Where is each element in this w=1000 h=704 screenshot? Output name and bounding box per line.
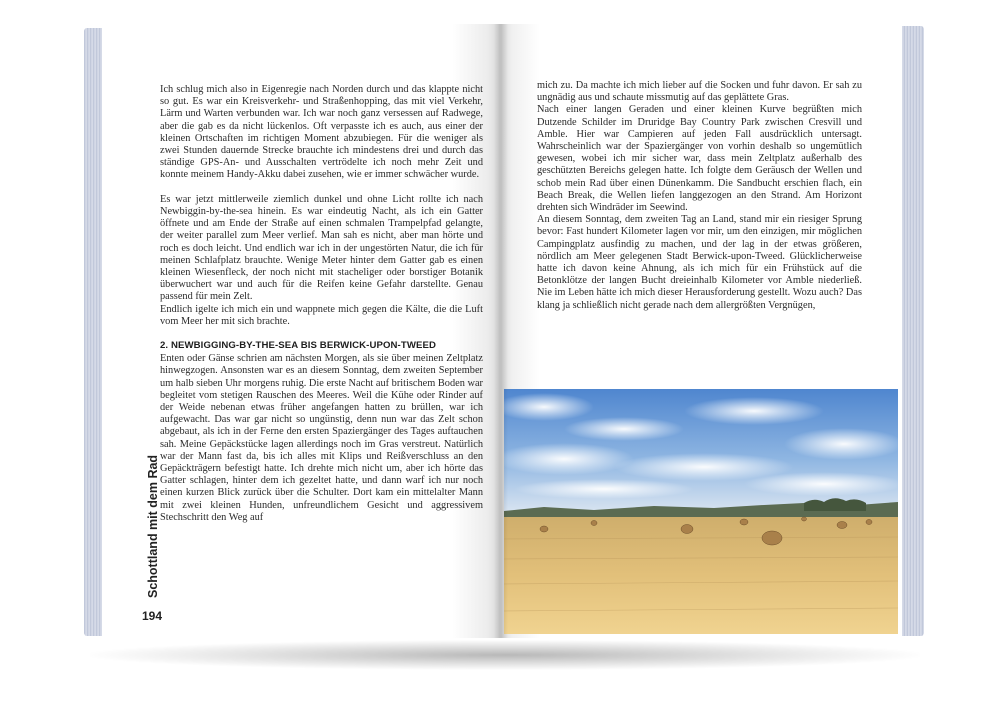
left-page bbox=[102, 24, 500, 638]
left-page-text bbox=[160, 84, 483, 524]
book-spine-shadow bbox=[494, 24, 508, 638]
paragraph: An diesem Sonntag, dem zweiten Tag an Land, stand mir ein riesiger Sprung bevor: Fast hundert Kilometer lagen vor mir, um den einzigen, mir möglichen Campingplatz ausfindig zu machen, und der lag in der etwas größeren, nördlich am Meer gelegenen Stadt Berwick-upon-Tweed. Glücklicherweise hatte ich davon keine Ahnung, als ich mich für ein Frühstück auf die Betonklötze der langen Bucht dreieinhalb Kilometer vor Amble niederließ. Nie im Leben hätte ich mich dieser Herausforderung gestellt. Wozu auch? Das klang ja schließlich nicht gerade nach dem allergrößten Vergnügen, bbox=[537, 214, 862, 311]
right-page bbox=[500, 24, 898, 638]
right-page-text bbox=[537, 80, 862, 312]
stubble-field bbox=[504, 517, 898, 634]
trees bbox=[804, 498, 866, 511]
open-book bbox=[84, 20, 924, 645]
paragraph: Es war jetzt mittlerweile ziemlich dunkel und ohne Licht rollte ich nach Newbiggin-by-the-sea hinein. Es war eindeutig Nacht, als ich ein Gatter öffnete und am Ende der Straße auf einen schmalen Trampelpfad gelangte, der weiter parallel zum Meer verlief. Man sah es nicht, aber man hörte und roch es doch leicht. Und endlich war ich in der ungestörten Natur, die ich für meinen Schlafplatz brauchte. Wenige Meter hinter dem Gatter gab es einen kleinen Wiesenfleck, der noch nicht mit stacheliger oder borstiger Botanik überwuchert war und auch für die Reifen keine Gefahr darstellte. Genau passend für mein Zelt. bbox=[160, 193, 483, 303]
running-title: Schottland mit dem Rad bbox=[146, 454, 160, 598]
paragraph: Endlich igelte ich mich ein und wappnete mich gegen die Kälte, die die Luft vom Meer her mit sich brachte. bbox=[160, 303, 483, 327]
paragraph: Ich schlug mich also in Eigenregie nach Norden durch und das klappte nicht so gut. Es war ein Kreisverkehr- und Straßenhopping, das mit viel Verkehr, Lärm und Warten verbunden war. Ich war noch ganz versessen auf Radwege, aber die gab es da nicht lückenlos. Oft verpasste ich es auch, aus einer der kleinen Ortschaften im richtigen Moment abzubiegen. Für die weniger als zwei Stunden dauernde Strecke brauchte ich mindestens drei und durch das ständige GPS-An- und Ausschalten vertrödelte ich noch mehr Zeit und konnte meinem Handy-Akku dabei zusehen, wie er immer schwächer wurde. bbox=[160, 84, 483, 181]
page-number: 194 bbox=[142, 609, 163, 623]
section-heading: 2. NEWBIGGING-BY-THE-SEA BIS BERWICK-UPON-TWEED bbox=[160, 340, 436, 352]
landscape-illustration bbox=[504, 389, 898, 634]
paragraph: Nach einer langen Geraden und einer kleinen Kurve begrüßten mich Dutzende Schilder im Druridge Bay Country Park zwischen Cresvill und Amble. Hier war Campieren auf jeden Fall ausdrücklich untersagt. Wahrscheinlich war der Spaziergänger von vorhin deshalb so ungemütlich gewesen, wobei ich mir sicher war, dass mein Zeltplatz außerhalb des geschützten Bereichs gelegen hatte. Ich folgte dem Geräusch der Wellen und schob mein Rad über einen Dünenkamm. Die Sandbucht erschien flach, ein Beach Break, die Wellen liefen langgezogen an den Strand. Am Horizont drehten sich Windräder im Seewind. bbox=[537, 104, 862, 214]
paragraph: mich zu. Da machte ich mich lieber auf die Socken und fuhr davon. Er sah zu ungnädig aus und schaute missmutig auf das geplättete Gras. bbox=[537, 80, 862, 104]
paragraph: Enten oder Gänse schrien am nächsten Morgen, als sie über meinen Zeltplatz hinwegzogen. Ansonsten war es an diesem Sonntag, dem zweiten September um halb sieben Uhr morgens ruhig. Die erste Nacht auf britischem Boden war begleitet vom stetigen Rauschen des Meeres. Weil die Kühe oder Rinder auf der Weide nebenan etwas früher angefangen hatten zu brüllen, war ich aufgewacht. Das war gar nicht so ungünstig, denn nun war das Zelt schon abgebaut, als ich in der Ferne den ersten Spaziergänger des Tages auftauchen sah. Meine Gepäckstücke lagen allerdings noch im Gras verstreut. Natürlich war der Mann fast da, bis ich alles mit Klips und Reißverschluss an den Gepäckträgern befestigt hatte. Ich drehte mich nicht um, aber ich hörte das Gatter schlagen, hinter dem ich gezeltet hatte, und dann warf ich nur noch einen kurzen Blick zurück über die Schulter. Dort kam ein mittelalter Mann mit zwei kleinen Hunden, unfreundlichem Gesicht und aggressivem Stechschritt den Weg auf bbox=[160, 353, 483, 523]
page-edges-right bbox=[902, 26, 924, 636]
photo-hay-bales-field bbox=[504, 389, 898, 634]
